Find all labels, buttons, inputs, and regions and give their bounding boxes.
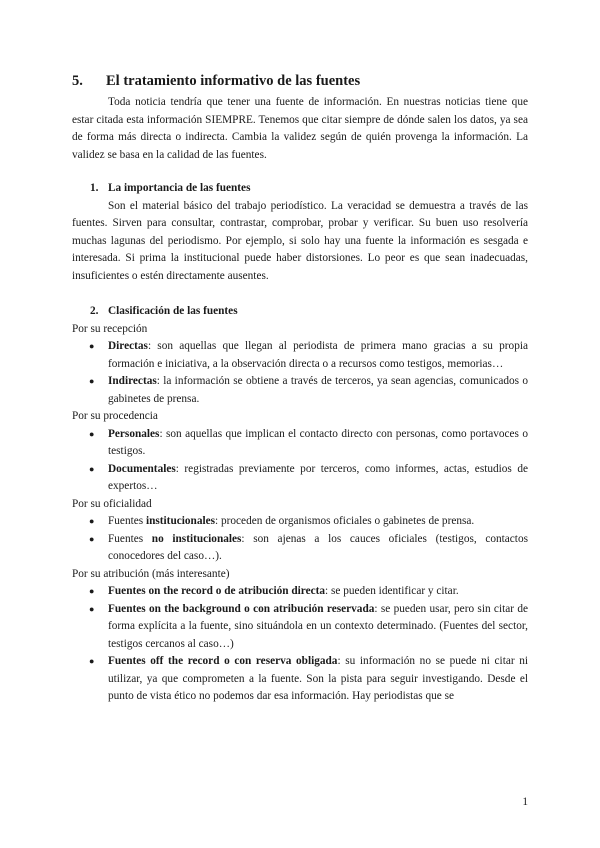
list-item-description: : son aquellas que llegan al periodista de primera mano gracias a su propia formación e iniciativa, a la observación directa o a recursos como testigos, memorias… bbox=[108, 340, 528, 370]
list-item-term: Fuentes on the background o con atribución reservada bbox=[108, 602, 375, 615]
list-item bbox=[72, 583, 528, 601]
classification-group-label: Por su procedencia bbox=[72, 410, 158, 422]
page-number: 1 bbox=[522, 796, 528, 808]
list-item-description: : se pueden usar, pero sin citar de forma explícita a la fuente, sino situándola en un contexto determinado. (Fuentes del sector, testigos cercanos al caso…) bbox=[108, 602, 528, 650]
list-item-term: Fuentes off the record o con reserva obligada bbox=[108, 655, 338, 667]
classification-group-label: Por su recepción bbox=[72, 322, 148, 335]
list-item-description: : registradas previamente por terceros, como informes, actas, estudios de expertos… bbox=[108, 462, 528, 492]
list-item bbox=[72, 461, 528, 496]
subsection-1-paragraph: Son el material básico del trabajo periodístico. La veracidad se demuestra a través de las fuentes. Sirven para consultar, contrastar, comprobar, probar y verificar. Su buen uso resolvería muchas lagunas del periodismo. Por ejemplo, si solo hay una fuente la información es sesgada e interesada. Si prima la institucional puede haber distorsiones. Lo peor es que sean inadecuadas, insuficientes o estén directamente ausentes. bbox=[72, 199, 528, 282]
list-item-term: Documentales bbox=[108, 462, 176, 475]
list-item-description: : son ajenas a los cauces oficiales (testigos, contactos conocedores del caso…). bbox=[108, 532, 528, 562]
bullet-icon: ● bbox=[89, 376, 95, 386]
list-item-description: : proceden de organismos oficiales o gabinetes de prensa. bbox=[215, 515, 475, 527]
list-item bbox=[72, 531, 528, 566]
bullet-icon: ● bbox=[89, 603, 95, 614]
classification-group-label: Por su oficialidad bbox=[72, 497, 152, 510]
list-item-term: Fuentes on the record o de atribución directa bbox=[108, 585, 326, 597]
subsection-1-heading bbox=[72, 180, 528, 198]
list-item bbox=[72, 653, 528, 706]
list-item-term: Indirectas bbox=[108, 375, 157, 387]
bullet-icon: ● bbox=[89, 463, 95, 474]
section-heading bbox=[72, 72, 528, 90]
bullet-icon: ● bbox=[89, 586, 95, 596]
section-heading-title: El tratamiento informativo de las fuentes bbox=[106, 73, 361, 89]
list-item-description: : son aquellas que implican el contacto directo con personas, como portavoces o testigos. bbox=[108, 427, 528, 457]
list-item bbox=[72, 601, 528, 654]
classification-list bbox=[72, 513, 528, 566]
subsection-2-number: 2. bbox=[90, 305, 99, 317]
subsection-1-title: La importancia de las fuentes bbox=[108, 182, 251, 194]
list-item bbox=[72, 426, 528, 461]
classification-list bbox=[72, 583, 528, 706]
section-heading-number: 5. bbox=[72, 73, 83, 89]
list-item bbox=[72, 513, 528, 531]
bullet-icon: ● bbox=[89, 428, 95, 439]
list-item-term: Directas bbox=[108, 340, 148, 352]
classification-list bbox=[72, 338, 528, 408]
classification-group-label: Por su atribución (más interesante) bbox=[72, 567, 230, 580]
list-item-term: no institucionales bbox=[151, 532, 242, 545]
subsection-2-title: Clasificación de las fuentes bbox=[108, 305, 238, 317]
bullet-icon: ● bbox=[89, 533, 95, 544]
classification-list bbox=[72, 426, 528, 496]
subsection-2-heading bbox=[72, 303, 528, 321]
classification-groups bbox=[72, 321, 528, 706]
list-item-description: : su información no se puede ni citar ni utilizar, ya que comprometen a la fuente. Son la pista para seguir investigando. Desde el punto de vista ético no podemos dar esa información. Hay periodistas que se bbox=[108, 655, 529, 702]
list-item-prefix: Fuentes bbox=[108, 515, 146, 527]
bullet-icon: ● bbox=[89, 341, 95, 351]
bullet-icon: ● bbox=[89, 516, 95, 526]
list-item-term: institucionales bbox=[145, 515, 216, 527]
list-item-prefix: Fuentes bbox=[108, 532, 152, 545]
list-item bbox=[72, 338, 528, 373]
list-item bbox=[72, 373, 528, 408]
subsection-1-number: 1. bbox=[90, 182, 99, 194]
intro-paragraph: Toda noticia tendría que tener una fuente de información. En nuestras noticias tiene que estar citada esta información SIEMPRE. Tenemos que citar siempre de dónde salen los datos, ya sea de forma más directa o indirecta. Cambia la validez según de quién provenga la información. La validez se basa en la calidad de las fuentes. bbox=[72, 96, 528, 161]
list-item-description: : la información se obtiene a través de terceros, ya sean agencias, comunicados o gabinetes de prensa. bbox=[108, 375, 528, 405]
document-page bbox=[72, 72, 528, 706]
list-item-term: Personales bbox=[108, 427, 160, 440]
list-item-description: : se pueden identificar y citar. bbox=[325, 585, 459, 597]
bullet-icon: ● bbox=[89, 656, 95, 666]
